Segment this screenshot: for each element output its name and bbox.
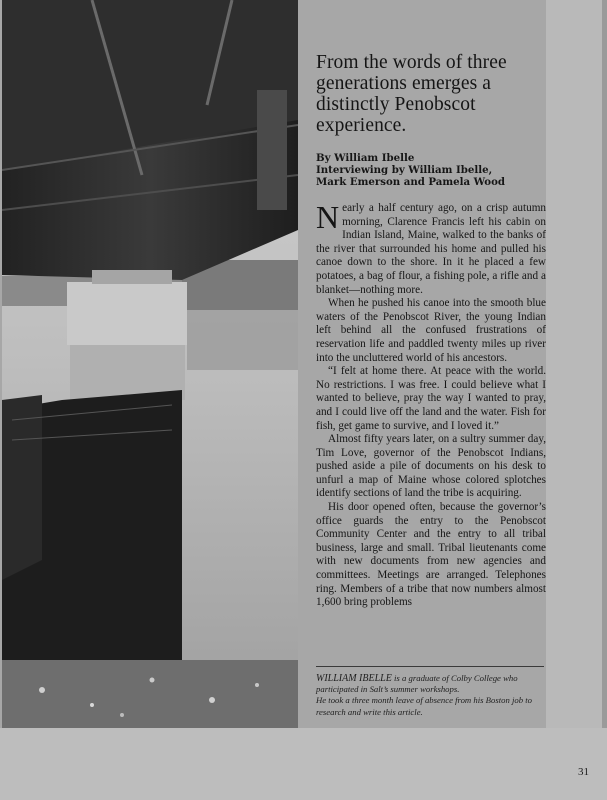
article-column <box>306 0 546 728</box>
byline-interviewers-2: Mark Emerson and Pamela Wood <box>316 176 505 188</box>
paragraph-4: Almost fifty years later, on a sultry summer day, Tim Love, governor of the Penobscot Indians, pushed aside a pile of documents on his desk to unfurl a map of Maine whose colored splotches identify sections of land the tribe is acquiring. <box>316 433 546 500</box>
author-note-text-1: is a graduate of Colby College who participated in Salt’s summer workshops. <box>316 673 518 695</box>
page-edge <box>546 0 602 728</box>
author-note-name: WILLIAM IBELLE <box>316 673 392 684</box>
paragraph-3: “I felt at home there. At peace with the world. No restrictions. I was free. I could believe what I wanted to believe, pray the way I wanted to pray, and I could live off the land and the water. Fish for fish, get game to survive, and I loved it.” <box>316 365 546 432</box>
byline-author: By William Ibelle <box>316 152 415 164</box>
page-edge-shadow <box>602 0 607 728</box>
divider <box>316 666 544 667</box>
article-body <box>316 202 546 660</box>
author-note-text-2: He took a three month leave of absence from his Boston job to research and write this article. <box>316 695 533 717</box>
bottom-margin <box>0 728 607 800</box>
drop-cap: N <box>316 202 340 235</box>
byline-interviewers-1: Interviewing by William Ibelle, <box>316 164 493 176</box>
page-number: 31 <box>578 766 589 778</box>
paragraph-5: His door opened often, because the governor’s office guards the entry to the Penobscot Community Center and the entry to all tribal business, large and small. Tribal lieutenants come with new documents from new agencies and committees. Meetings are arranged. Telephones ring. Members of a tribe that now numbers almost 1,600 bring problems <box>316 501 546 609</box>
byline <box>316 152 546 188</box>
author-note <box>316 673 546 718</box>
paragraph-1 <box>316 202 546 297</box>
bridge-river-photo <box>2 0 298 728</box>
paragraph-1-text: early a half century ago, on a crisp autumn morning, Clarence Francis left his cabin on Indian Island, Maine, walked to the banks of the river that surrounded his home and pulled his canoe down to the shore. In it he placed a few potatoes, a bag of flour, a fishing pole, a rifle and a blanket—nothing more. <box>316 202 546 296</box>
paragraph-2: When he pushed his canoe into the smooth blue waters of the Penobscot River, the young Indian left behind all the confused frustrations of reservation life and paddled twenty miles up river into the uncluttered world of his ancestors. <box>316 297 546 364</box>
article-headline: From the words of three generations emerges a distinctly Penobscot experience. <box>316 52 507 136</box>
